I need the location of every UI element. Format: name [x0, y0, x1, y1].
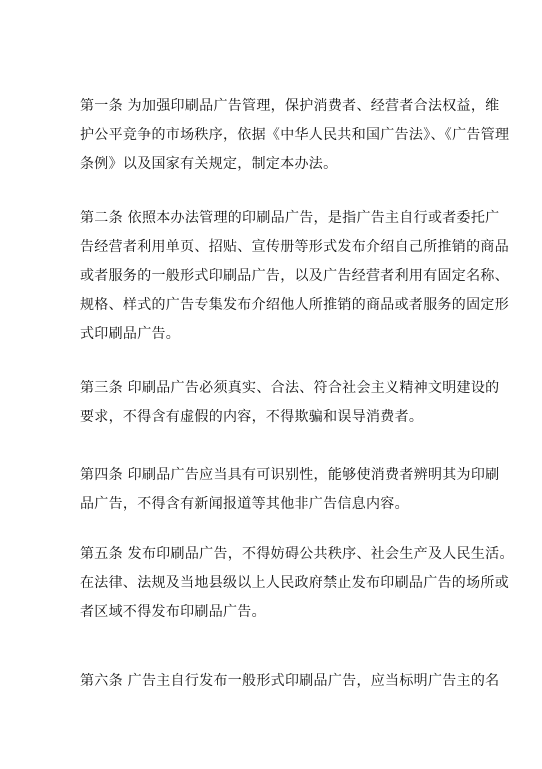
text-line: 护公平竞争的市场秩序，依据《中华人民共和国广告法》、《广告管理 [80, 127, 510, 143]
article-5-paragraph [80, 540, 514, 627]
text-line: 品广告，不得含有新闻报道等其他非广告信息内容。 [80, 496, 409, 512]
text-line: 第四条 印刷品广告应当具有可识别性，能够使消费者辨明其为印刷 [80, 467, 500, 483]
text-line: 式印刷品广告。 [80, 326, 181, 342]
text-line: 者区域不得发布印刷品广告。 [80, 604, 266, 620]
text-line: 或者服务的一般形式印刷品广告，以及广告经营者利用有固定名称、 [80, 268, 509, 284]
article-2-paragraph [80, 204, 509, 349]
text-line: 第五条 发布印刷品广告，不得妨碍公共秩序、社会生产及人民生活。 [80, 546, 514, 562]
text-line: 在法律、法规及当地县级以上人民政府禁止发布印刷品广告的场所或 [80, 575, 509, 591]
text-line: 第二条 依照本办法管理的印刷品广告，是指广告主自行或者委托广 [80, 210, 500, 226]
article-3-paragraph [80, 374, 500, 432]
article-6-paragraph [80, 667, 500, 696]
text-line: 第六条 广告主自行发布一般形式印刷品广告，应当标明广告主的名 [80, 673, 500, 689]
text-line: 规格、样式的广告专集发布介绍他人所推销的商品或者服务的固定形 [80, 297, 509, 313]
text-line: 告经营者利用单页、招贴、宣传册等形式发布介绍自己所推销的商品 [80, 239, 509, 255]
text-line: 第一条 为加强印刷品广告管理，保护消费者、经营者合法权益，维 [80, 98, 500, 114]
article-1-paragraph [80, 92, 510, 179]
text-line: 第三条 印刷品广告必须真实、合法、符合社会主义精神文明建设的 [80, 380, 500, 396]
text-line: 条例》以及国家有关规定，制定本办法。 [80, 156, 338, 172]
article-4-paragraph [80, 461, 500, 519]
text-line: 要求，不得含有虚假的内容，不得欺骗和误导消费者。 [80, 409, 424, 425]
